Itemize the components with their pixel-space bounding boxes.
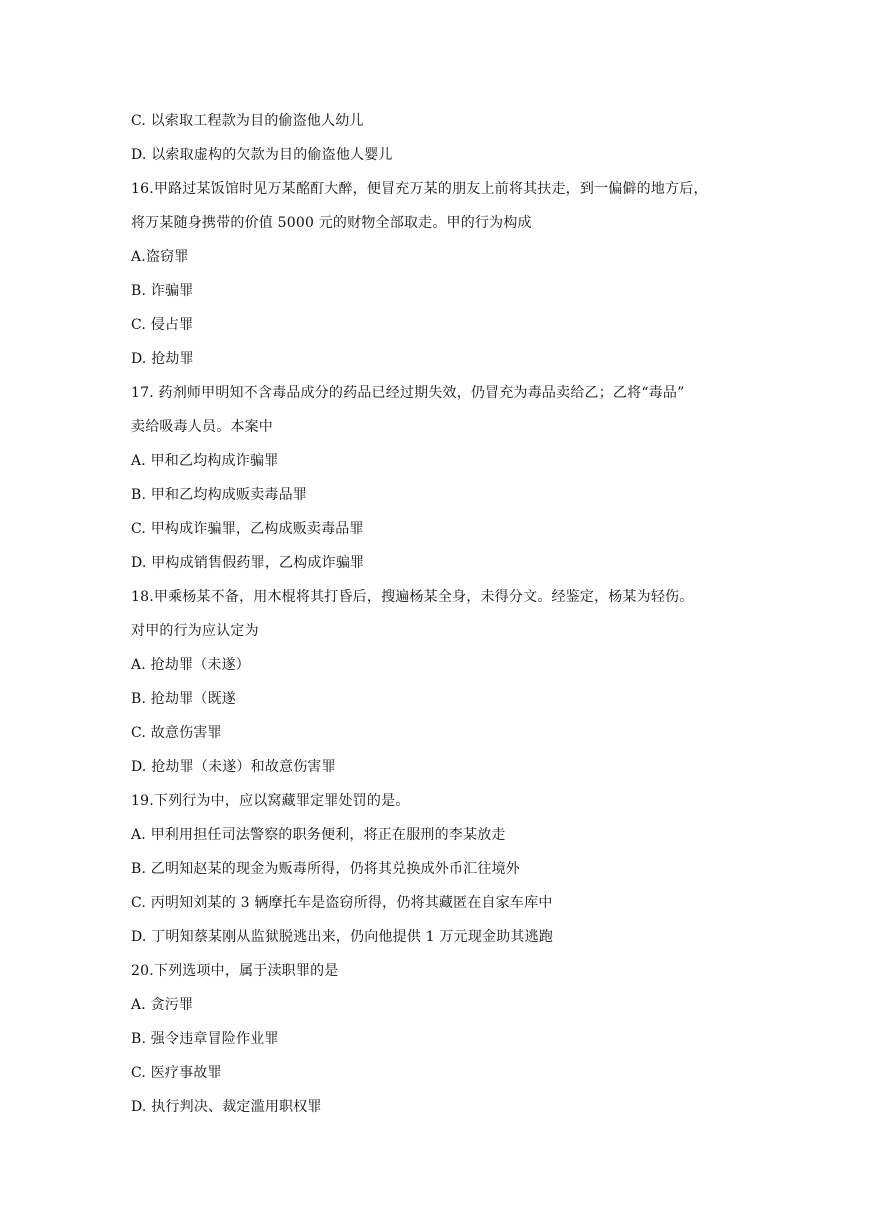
question-17-line-1: 17. 药剂师甲明知不含毒品成分的药品已经过期失效，仍冒充为毒品卖给乙；乙将“毒品” (131, 385, 685, 401)
option-d-q15: D. 以索取虚构的欠款为目的偷盗他人婴儿 (131, 147, 393, 163)
option-b-q19: B. 乙明知赵某的现金为贩毒所得，仍将其兑换成外币汇往境外 (131, 861, 520, 877)
question-17-line-2: 卖给吸毒人员。本案中 (131, 419, 273, 435)
option-d-q16: D. 抢劫罪 (131, 351, 194, 367)
option-b-q16: B. 诈骗罪 (131, 283, 194, 299)
option-b-q20: B. 强令违章冒险作业罪 (131, 1031, 279, 1047)
option-a-q18: A. 抢劫罪（未遂） (131, 657, 251, 673)
option-d-q19: D. 丁明知蔡某刚从监狱脱逃出来，仍向他提供 1 万元现金助其逃跑 (131, 929, 554, 945)
option-a-q20: A. 贪污罪 (131, 997, 194, 1013)
option-a-q16: A.盗窃罪 (131, 249, 189, 265)
option-d-q18: D. 抢劫罪（未遂）和故意伤害罪 (131, 759, 336, 775)
option-d-q17: D. 甲构成销售假药罪，乙构成诈骗罪 (131, 555, 365, 571)
option-c-q18: C. 故意伤害罪 (131, 725, 222, 741)
option-c-q17: C. 甲构成诈骗罪，乙构成贩卖毒品罪 (131, 521, 364, 537)
option-d-q20: D. 执行判决、裁定滥用职权罪 (131, 1099, 322, 1115)
question-16-line-1: 16.甲路过某饭馆时见万某酩酊大醉，便冒充万某的朋友上前将其扶走，到一偏僻的地方后， (131, 181, 708, 197)
option-c-q16: C. 侵占罪 (131, 317, 194, 333)
option-c-q20: C. 医疗事故罪 (131, 1065, 222, 1081)
option-a-q19: A. 甲利用担任司法警察的职务便利，将正在服刑的李某放走 (131, 827, 506, 843)
question-19: 19.下列行为中，应以窝藏罪定罪处罚的是。 (131, 793, 410, 809)
option-b-q18: B. 抢劫罪（既遂 (131, 691, 236, 707)
option-a-q17: A. 甲和乙均构成诈骗罪 (131, 453, 279, 469)
option-c-q19: C. 丙明知刘某的 3 辆摩托车是盗窃所得，仍将其藏匿在自家车库中 (131, 895, 553, 911)
question-20: 20.下列选项中，属于渎职罪的是 (131, 963, 339, 979)
question-18-line-1: 18.甲乘杨某不备，用木棍将其打昏后，搜遍杨某全身，未得分文。经鉴定，杨某为轻伤。 (131, 589, 694, 605)
question-18-line-2: 对甲的行为应认定为 (131, 623, 259, 639)
option-b-q17: B. 甲和乙均构成贩卖毒品罪 (131, 487, 307, 503)
question-16-line-2: 将万某随身携带的价值 5000 元的财物全部取走。甲的行为构成 (131, 215, 532, 231)
option-c-q15: C. 以索取工程款为目的偷盗他人幼儿 (131, 113, 364, 129)
